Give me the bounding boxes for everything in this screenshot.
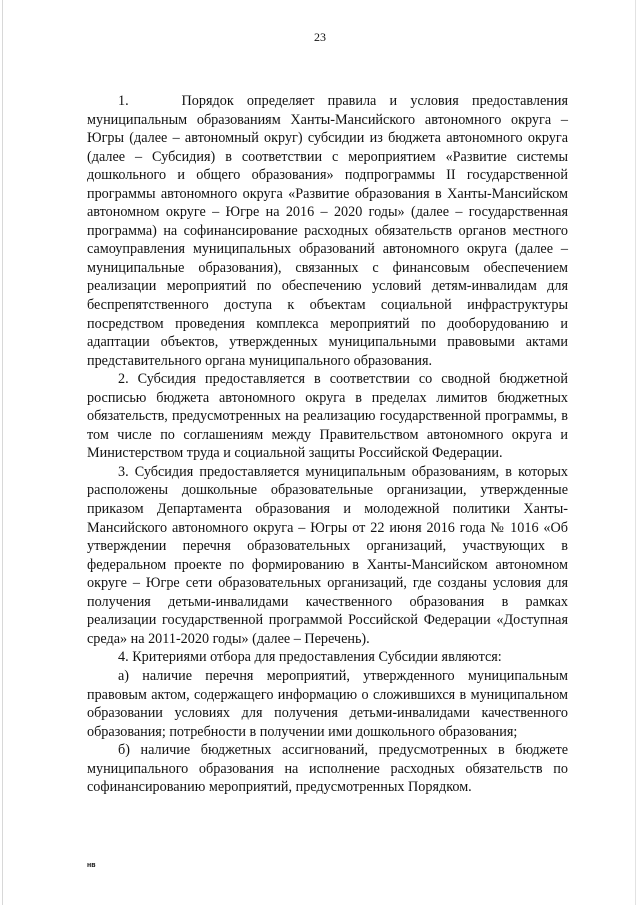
- paragraph-4a: а) наличие перечня мероприятий, утвержденного муниципальным правовым актом, содержащего информацию о сложившихся в муниципальном образовании условиях для получения детьми-инвалидами качественного образования; потребности в получении ими дошкольного образования;: [87, 667, 568, 740]
- footer-initials: нв: [87, 862, 96, 869]
- paragraph-4: 4. Критериями отбора для предоставления Субсидии являются:: [118, 649, 502, 666]
- paragraph-2: 2. Субсидия предоставляется в соответствии со сводной бюджетной росписью бюджета автономного округа в пределах лимитов бюджетных обязательств, предусмотренных на реализацию государственной программы, в том числе по соглашениям между Правительством автономного округа и Министерством труда и социальной защиты Российской Федерации.: [87, 371, 568, 462]
- page-number: 23: [314, 30, 326, 44]
- paragraph-3: 3. Субсидия предоставляется муниципальным образованиям, в которых расположены дошкольные образовательные организации, утвержденные приказом Департамента образования и молодежной политики Ханты-Мансийского автономного округа – Югры от 22 июня 2016 года № 1016 «Об утверждении перечня образовательных организаций, участвующих в федеральном проекте по формированию в Ханты-Мансийском автономном округе – Югре сети образовательных организаций, где созданы условия для получения детьми-инвалидами качественного образования в рамках реализации государственной программой Российской Федерации «Доступная среда» на 2011-2020 годы» (далее – Перечень).: [87, 463, 568, 647]
- scan-edge-right: [635, 0, 636, 905]
- scan-edge-left: [2, 0, 3, 905]
- document-body: [87, 92, 568, 797]
- paragraph-1: 1. Порядок определяет правила и условия предоставления муниципальным образованиям Ханты-Мансийского автономного округа – Югры (далее – автономный округ) субсидии из бюджета автономного округа (далее – Субсидия) в соответствии с мероприятием «Развитие системы дошкольного и общего образования» подпрограммы II государственной программы автономного округа «Развитие образования в Ханты-Мансийском автономном округе – Югре на 2016 – 2020 годы» (далее – государственная программа) на софинансирование расходных обязательств органов местного самоуправления муниципальных образований автономного округа (далее – муниципальные образования), связанных с финансовым обеспечением реализации мероприятий по обеспечению условий детям-инвалидам для беспрепятственного доступа к объектам социальной инфраструктуры посредством проведения комплекса мероприятий по дооборудованию и адаптации объектов, утвержденных муниципальными правовыми актами представительного органа муниципального образования.: [87, 93, 568, 369]
- paragraph-4b: б) наличие бюджетных ассигнований, предусмотренных в бюджете муниципального образования на исполнение расходных обязательств по софинансированию мероприятий, предусмотренных Порядком.: [87, 742, 568, 796]
